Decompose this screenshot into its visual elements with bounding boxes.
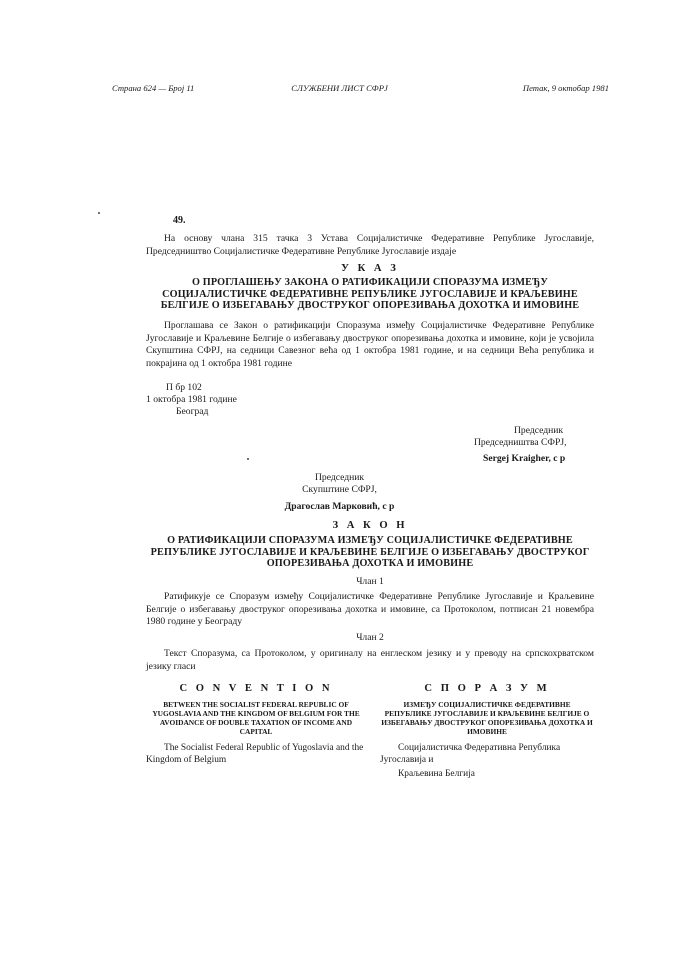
law-heading: З А К О Н — [332, 520, 408, 531]
scan-speck — [247, 458, 249, 460]
sporazum-text-2: Краљевина Белгија — [398, 769, 475, 779]
header-page-number: Страна 624 — Број 11 — [112, 83, 195, 93]
sporazum-title: ИЗМЕЂУ СОЦИЈАЛИСТИЧКЕ ФЕДЕРАТИВНЕ РЕПУБЛИКЕ ЈУГОСЛАВИЈЕ И КРАЉЕВИНЕ БЕЛГИЈЕ О ИЗБЕГАВАЊУ ДВОСТРУКОГ ОПОРЕЗИВАЊА ДОХОТКА И ИМОВИНЕ — [381, 700, 593, 736]
convention-title: BETWEEN THE SOCIALIST FEDERAL REPUBLIC OF YUGOSLAVIA AND THE KINGDOM OF BELGIUM FOR THE AVOIDANCE OF DOUBLE TAXATION OF INCOME AND CAPITAL — [152, 700, 360, 736]
article-1-text: Ратификује се Споразум између Социјалистичке Федеративне Републике Југославије и Краљевине Белгије о избегавању двоструког опорезивања дохотка и имовине, са Протоколом, потписан 21 новембра 1980 године у Београду — [146, 591, 594, 628]
article-2-label: Члан 2 — [356, 632, 384, 643]
decree-signer-title-2: Председништва СФРЈ, — [474, 437, 567, 448]
decree-signer-name: Sergej Kraigher, с р — [483, 453, 566, 464]
assembly-title-2: Скупштине СФРЈ, — [302, 484, 377, 495]
decree-number: 49. — [173, 215, 186, 226]
article-1-label: Члан 1 — [356, 576, 384, 587]
article-2-text: Текст Споразума, са Протоколом, у оригиналу на енглеском језику и у преводу на српскохрватском језику гласи — [146, 648, 594, 672]
convention-heading: C O N V E N T I O N — [179, 683, 333, 694]
law-title: О РАТИФИКАЦИЈИ СПОРАЗУМА ИЗМЕЂУ СОЦИЈАЛИСТИЧКЕ ФЕДЕРАТИВНЕ РЕПУБЛИКЕ ЈУГОСЛАВИЈЕ И КРАЉЕВИНЕ БЕЛГИЈЕ О ИЗБЕГАВАЊУ ДВОСТРУКОГ ОПОРЕЗИВАЊА ДОХОТКА И ИМОВИНЕ — [150, 535, 590, 570]
header-date: Петак, 9 октобар 1981 — [522, 83, 609, 93]
convention-text: The Socialist Federal Republic of Yugoslavia and the Kingdom of Belgium — [146, 743, 364, 766]
decree-heading: У К А З — [341, 263, 399, 274]
assembly-signer-name: Драгослав Марковић, с р — [284, 501, 395, 512]
assembly-title-1: Председник — [314, 472, 365, 483]
sporazum-text-1: Социјалистичка Федеративна Република Југославија и — [380, 743, 561, 766]
decree-title: О ПРОГЛАШЕЊУ ЗАКОНА О РАТИФИКАЦИЈИ СПОРАЗУМА ИЗМЕЂУ СОЦИЈАЛИСТИЧКЕ ФЕДЕРАТИВНЕ РЕПУБЛИКЕ ЈУГОСЛАВИЈЕ И КРАЉЕВИНЕ БЕЛГИЈЕ О ИЗБЕГАВАЊУ ДВОСТРУКОГ ОПОРЕЗИВАЊА ДОХОТКА И ИМОВИНЕ — [160, 277, 580, 312]
decree-ref-place: Београд — [176, 406, 209, 417]
decree-body: Проглашава се Закон о ратификацији Споразума између Социјалистичке Федеративне Републике Југославије и Краљевине Белгије о избегавању двоструког опорезивања дохотка и имовине, који је усвојила Скупштина СФРЈ, на седници Савезног већа од 1 октобра 1981 године, и на седници Већа република и покрајина од 1 октобра 1981 године — [146, 320, 594, 369]
decree-ref-date: 1 октобра 1981 године — [146, 394, 237, 405]
decree-ref-number: П бр 102 — [166, 382, 202, 393]
decree-signer-title-1: Председник — [514, 425, 564, 436]
header-journal-title: СЛУЖБЕНИ ЛИСТ СФРЈ — [291, 83, 388, 93]
sporazum-heading: С П О Р А З У М — [424, 683, 550, 694]
scan-speck — [98, 212, 100, 214]
decree-intro: На основу члана 315 тачка 3 Устава Социјалистичке Федеративне Републике Југославије, Председништво Социјалистичке Федеративне Републике Југославије издаје — [146, 233, 594, 257]
